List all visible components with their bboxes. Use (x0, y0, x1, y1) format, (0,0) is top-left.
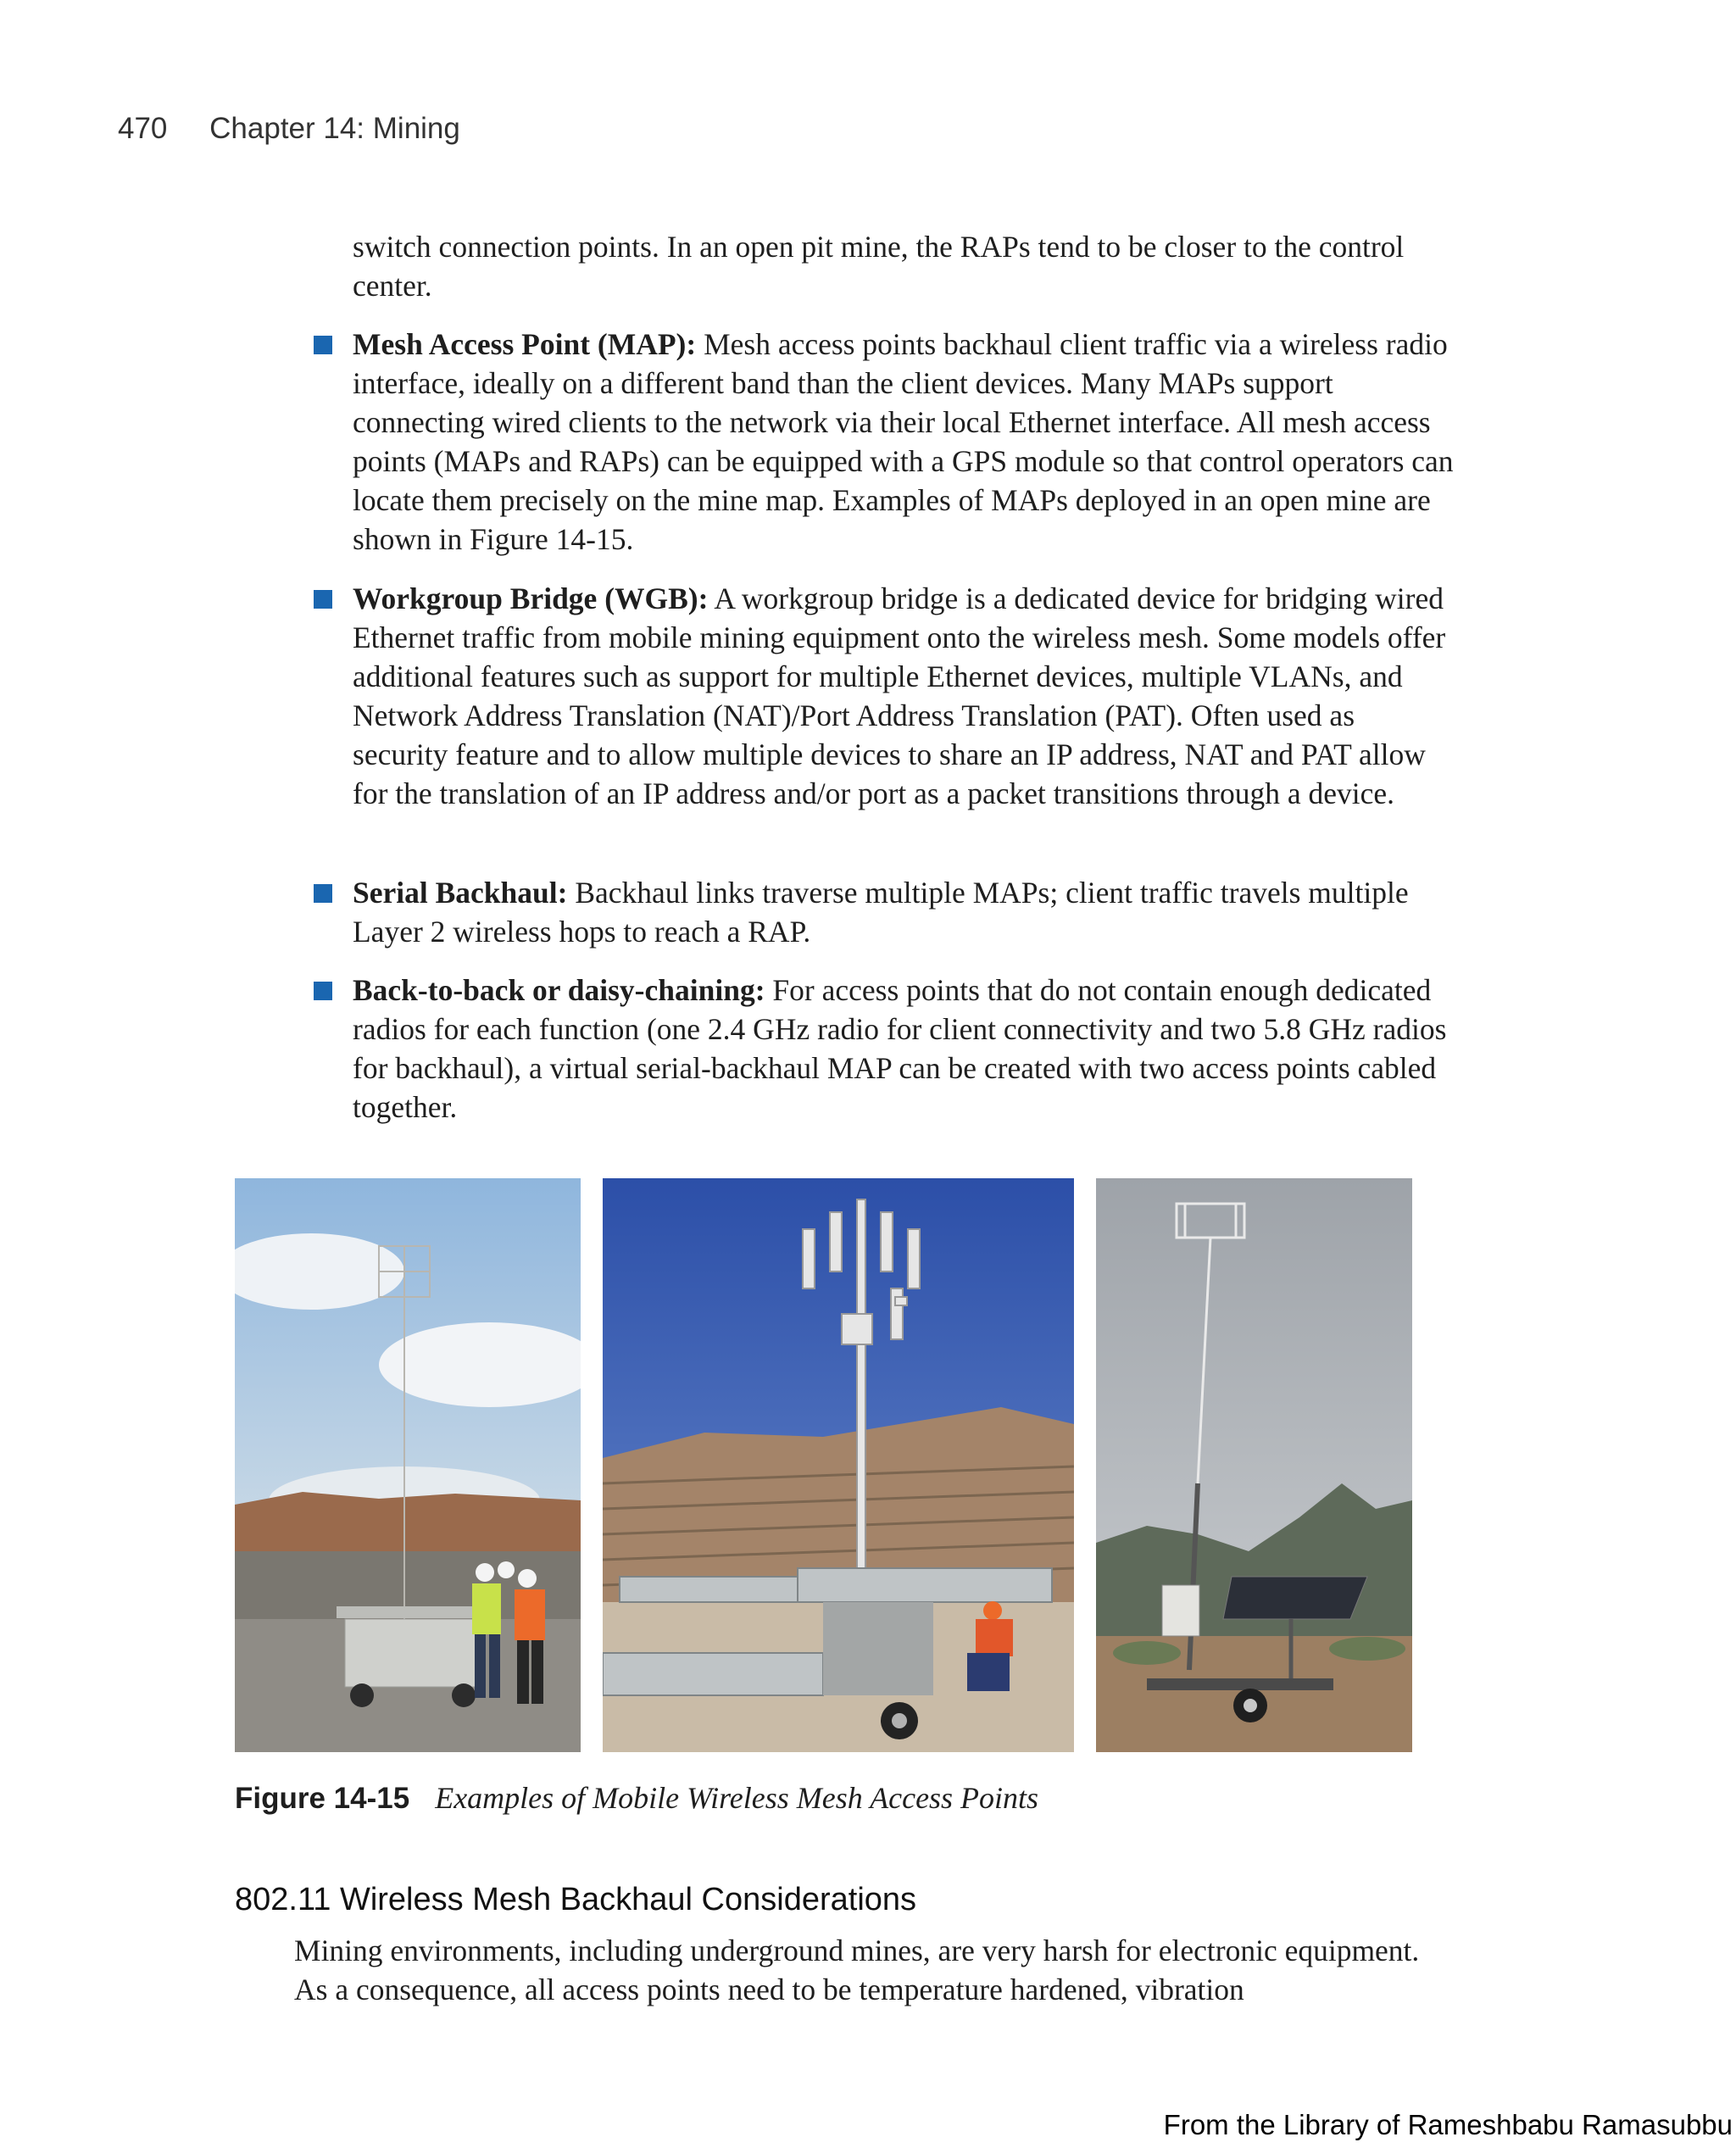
page-header (118, 112, 460, 146)
figure-photo-3 (1096, 1178, 1412, 1752)
mast-trailer-workers-image (235, 1178, 581, 1752)
bullet-daisy-chaining (353, 971, 1455, 1127)
bullet-term: Serial Backhaul: (353, 876, 568, 910)
bullet-mesh-access-point (353, 325, 1455, 559)
open-pit-mast-image (603, 1178, 1074, 1752)
bullet-text: Backhaul links traverse multiple MAPs; client traffic travels multiple Layer 2 wireless hops to reach a RAP. (353, 876, 1409, 949)
page-number: 470 (118, 112, 168, 145)
bullet-text: For access points that do not contain enough dedicated radios for each function (one 2.4 GHz radio for client connectivity and two 5.8 GHz radios for backhaul), a virtual serial-backhaul MAP can be created with two access points cabled together. (353, 973, 1447, 1124)
bullet-marker (314, 982, 332, 1000)
bullet-text: Mesh access points backhaul client traffic via a wireless radio interface, ideally on a different band than the client devices. Many MAPs support connecting wired clients to the network via their local Ethernet interface. All mesh access points (MAPs and RAPs) can be equipped with a GPS module so that control operators can locate them precisely on the mine map. Examples of MAPs deployed in an open mine are shown in Figure 14-15. (353, 327, 1454, 556)
figure-caption (235, 1780, 1038, 1816)
bullet-term: Back-to-back or daisy-chaining: (353, 973, 765, 1007)
bullet-term: Mesh Access Point (MAP): (353, 327, 697, 361)
bullet-text: A workgroup bridge is a dedicated device for bridging wired Ethernet traffic from mobile mining equipment onto the wireless mesh. Some models offer additional features such as support for multiple Ethernet devices, multiple VLANs, and Network Address Translation (NAT)/Port Address Translation (PAT). Often used as security feature and to allow multiple devices to share an IP address, NAT and PAT allow for the translation of an IP address and/or port as a packet transitions through a device. (353, 582, 1446, 810)
bullet-marker (314, 336, 332, 354)
desert-solar-mast-image (1096, 1178, 1412, 1752)
section-paragraph: Mining environments, including underground mines, are very harsh for electronic equipment. As a consequence, all access points need to be temperature hardened, vibration (294, 1934, 1420, 2006)
bullet-marker (314, 590, 332, 609)
chapter-title: Chapter 14: Mining (209, 112, 460, 145)
library-footer: From the Library of Rameshbabu Ramasubbu (1163, 2109, 1733, 2140)
figure-photo-1 (235, 1178, 581, 1752)
figure-label: Figure 14-15 (235, 1782, 410, 1815)
section-heading: 802.11 Wireless Mesh Backhaul Considerations (235, 1882, 917, 1917)
figure-photo-2 (603, 1178, 1074, 1752)
continued-paragraph: switch connection points. In an open pit mine, the RAPs tend to be closer to the control center. (353, 230, 1405, 303)
figure-title: Examples of Mobile Wireless Mesh Access Points (435, 1781, 1039, 1815)
bullet-term: Workgroup Bridge (WGB): (353, 582, 709, 615)
bullet-serial-backhaul (353, 873, 1455, 951)
bullet-workgroup-bridge (353, 579, 1455, 813)
bullet-marker (314, 884, 332, 903)
